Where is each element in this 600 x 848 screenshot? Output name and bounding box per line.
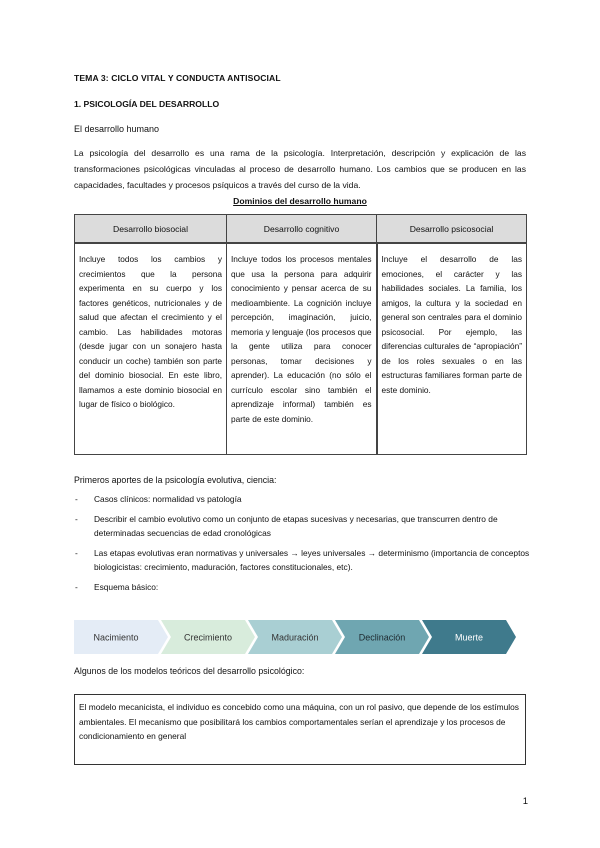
bullet-dash: -: [75, 494, 78, 504]
process-step-label: Muerte: [454, 632, 484, 643]
domains-table: [74, 214, 527, 455]
process-step-label: Declinación: [358, 632, 406, 643]
process-step-label: Maduración: [271, 632, 319, 643]
topic-title: TEMA 3: CICLO VITAL Y CONDUCTA ANTISOCIAL: [74, 73, 281, 83]
bullet-dash: -: [75, 581, 78, 592]
list-item: - Las etapas evolutivas eran normativas y universales → leyes universales → determinismo (importancia de conceptos biologicistas: crecimiento, maduración, factores constitucionales, etc).: [75, 547, 530, 572]
aportes-title: Primeros aportes de la psicología evolutiva, ciencia:: [74, 475, 277, 485]
aportes-list: [74, 489, 530, 594]
modelo-mecanicista-box: El modelo mecanicista, el individuo es concebido como una máquina, con un rol pasivo, que depende de los estímulos ambientales. El mecanismo que posibilitará los cambios comportamentales serían el aprendizaje y los procesos de condicionamiento en general: [74, 694, 526, 765]
process-diagram: [74, 620, 526, 654]
subheading: El desarrollo humano: [74, 124, 160, 134]
list-item: - Describir el cambio evolutivo como un conjunto de etapas sucesivas y necesarias, que transcurren dentro de determinadas secuencias de edad cronológicas: [75, 513, 498, 538]
section-heading: 1. PSICOLOGÍA DEL DESARROLLO: [74, 99, 220, 109]
intro-paragraph: La psicología del desarrollo es una rama de la psicología. Interpretación, descripción y explicación de las transformaciones psicológicas vinculadas al proceso de desarrollo humano. Los cambios que se producen en las capacidades, facultades y procesos psíquicos a través del curso de la vida.: [74, 148, 526, 190]
page-number: 1: [522, 796, 528, 807]
cell-biosocial: Incluye todos los cambios y crecimientos que la persona experimenta en su cuerpo y los factores genéticos, nutricionales y de salud que afectan el crecimiento y el cambio. Las habilidades motoras (desde jugar con un sonajero hasta conducir un coche) también son parte del dominio biosocial. En este libro, llamamos a este dominio biosocial en lugar de físico o biológico.: [75, 243, 227, 455]
list-item: - Casos clínicos: normalidad vs patología: [74, 492, 530, 507]
process-step-label: Crecimiento: [183, 632, 233, 643]
process-chevrons: [74, 620, 526, 654]
header-cognitivo: Desarrollo cognitivo: [227, 215, 377, 244]
table-caption: Dominios del desarrollo humano: [233, 196, 367, 206]
header-psicosocial: Desarrollo psicosocial: [377, 215, 527, 244]
cell-cognitivo: Incluye todos los procesos mentales que usa la persona para adquirir conocimiento y pensar acerca de su medioambiente. La cognición incluye percepción, imaginación, juicio, memoria y lenguaje (los procesos que la gente utiliza para conocer personas, tomar decisiones y aprender). La educación (no sólo el currículo escolar sino también el aprendizaje informal) también es parte de este dominio.: [227, 243, 377, 455]
header-biosocial: Desarrollo biosocial: [75, 215, 227, 244]
process-step-label: Nacimiento: [93, 632, 139, 643]
cell-psicosocial: Incluye el desarrollo de las emociones, el carácter y las habilidades sociales. La familia, los amigos, la cultura y la sociedad en general son centrales para el dominio psicosocial. Por ejemplo, las diferencias culturales de “apropiación” de los roles sexuales o en las estructuras familiares forman parte de este dominio.: [377, 243, 527, 455]
bullet-dash: -: [75, 547, 78, 558]
list-item: - Esquema básico:: [74, 580, 530, 595]
bullet-dash: -: [75, 513, 78, 524]
modelos-title: Algunos de los modelos teóricos del desarrollo psicológico:: [74, 666, 305, 676]
